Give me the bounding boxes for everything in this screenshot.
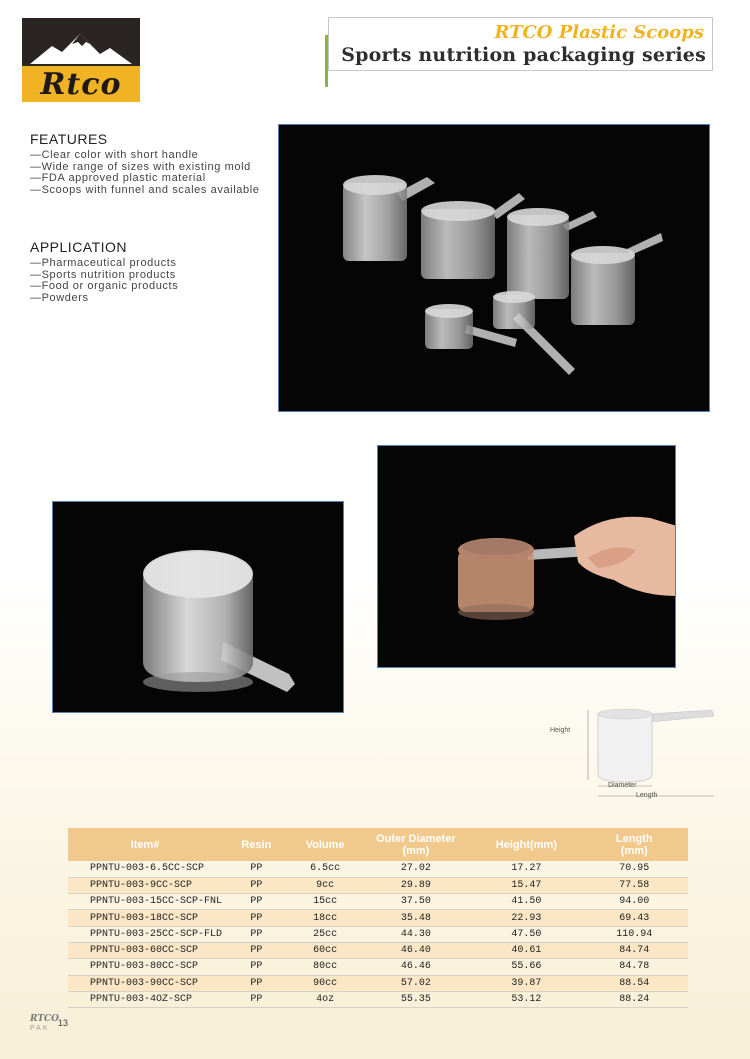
cell-length: 77.58: [581, 877, 689, 893]
table-row: [68, 942, 688, 958]
cell-outer-diameter: 55.35: [360, 991, 473, 1007]
application-item: —Pharmaceutical products: [30, 257, 177, 269]
col-volume: Volume: [291, 828, 360, 861]
col-length: [581, 828, 689, 861]
cell-height: 17.27: [472, 861, 580, 877]
scoop-dimension-illustration: [548, 700, 718, 805]
col-item: Item#: [68, 828, 222, 861]
col-length-label: Length: [615, 832, 653, 845]
scoop-assortment-illustration: [279, 125, 710, 412]
cell-length: 84.78: [581, 959, 689, 975]
cell-resin: PP: [222, 910, 291, 926]
cell-volume: 15cc: [291, 894, 360, 910]
cell-height: 39.87: [472, 975, 580, 991]
cell-length: 88.54: [581, 975, 689, 991]
scoop-closeup-photo: [52, 501, 344, 713]
table-row: [68, 991, 688, 1007]
scoop-assortment-photo: [278, 124, 710, 412]
cell-item: PPNTU-003-90CC-SCP: [68, 975, 222, 991]
cell-resin: PP: [222, 894, 291, 910]
application-heading: APPLICATION: [30, 239, 128, 255]
cell-resin: PP: [222, 861, 291, 877]
cell-outer-diameter: 29.89: [360, 877, 473, 893]
application-item: —Sports nutrition products: [30, 268, 176, 281]
footer-pak: PAK: [30, 1025, 50, 1032]
cell-resin: PP: [222, 975, 291, 991]
table-row: [68, 877, 688, 893]
cell-length: 69.43: [581, 910, 689, 926]
scoop-in-hand-photo: [377, 445, 676, 668]
cell-item: PPNTU-003-15CC-SCP-FNL: [68, 894, 222, 910]
logo-text: Rtco: [40, 67, 122, 102]
cell-item: PPNTU-003-80CC-SCP: [68, 959, 222, 975]
cell-height: 47.50: [472, 926, 580, 942]
table-row: [68, 926, 688, 942]
cell-volume: 4oz: [291, 991, 360, 1007]
cell-length: 84.74: [581, 942, 689, 958]
scoop-closeup-illustration: [53, 502, 344, 713]
footer-brand: RTCO: [30, 1014, 60, 1024]
table-row: [68, 861, 688, 877]
cell-outer-diameter: 46.40: [360, 942, 473, 958]
footer: [30, 1014, 69, 1033]
feature-item: —FDA approved plastic material: [30, 172, 206, 184]
cell-height: 22.93: [472, 910, 580, 926]
table-row: [68, 910, 688, 926]
height-label: Height: [550, 727, 571, 734]
cell-height: 53.12: [472, 991, 580, 1007]
cell-outer-diameter: 27.02: [360, 861, 473, 877]
cell-resin: PP: [222, 926, 291, 942]
cell-volume: 9cc: [291, 877, 360, 893]
header-title: RTCO Plastic Scoops: [494, 22, 704, 43]
col-length-unit: (mm): [620, 844, 648, 857]
cell-item: PPNTU-003-6.5CC-SCP: [68, 861, 222, 877]
table-row: [68, 894, 688, 910]
rtco-logo: [22, 18, 140, 102]
features-list: [30, 150, 259, 196]
mountain-logo-icon: [22, 28, 140, 68]
cell-item: PPNTU-003-9CC-SCP: [68, 877, 222, 893]
cell-resin: PP: [222, 991, 291, 1007]
features-section: [30, 131, 259, 196]
header-subtitle: Sports nutrition packaging series: [341, 44, 706, 66]
cell-outer-diameter: 37.50: [360, 894, 473, 910]
cell-volume: 25cc: [291, 926, 360, 942]
header-accent-stripe: [325, 35, 328, 87]
cell-length: 94.00: [581, 894, 689, 910]
cell-outer-diameter: 57.02: [360, 975, 473, 991]
cell-resin: PP: [222, 959, 291, 975]
diameter-label: Diameter: [608, 782, 637, 789]
cell-outer-diameter: 35.48: [360, 910, 473, 926]
cell-outer-diameter: 44.30: [360, 926, 473, 942]
table-header-row: [68, 828, 688, 861]
cell-item: PPNTU-003-4OZ-SCP: [68, 991, 222, 1007]
cell-height: 41.50: [472, 894, 580, 910]
feature-item: —Clear color with short handle: [30, 149, 199, 161]
cell-volume: 18cc: [291, 910, 360, 926]
col-outer-diameter-unit: (mm): [402, 844, 430, 857]
table-row: [68, 959, 688, 975]
col-height: Height(mm): [472, 828, 580, 861]
dimension-diagram: [548, 700, 718, 805]
scoop-in-hand-illustration: [378, 446, 676, 668]
length-label: Length: [636, 792, 658, 799]
col-outer-diameter-label: Outer Diameter: [376, 832, 456, 845]
page-number: 13: [58, 1018, 69, 1028]
cell-volume: 80cc: [291, 959, 360, 975]
col-resin: Resin: [222, 828, 291, 861]
specs-table: [68, 828, 688, 1008]
feature-item: —Scoops with funnel and scales available: [30, 183, 260, 196]
cell-volume: 60cc: [291, 942, 360, 958]
table-row: [68, 975, 688, 991]
cell-volume: 90cc: [291, 975, 360, 991]
header-box: [328, 17, 713, 71]
cell-outer-diameter: 46.46: [360, 959, 473, 975]
feature-item: —Wide range of sizes with existing mold: [30, 160, 251, 173]
cell-resin: PP: [222, 942, 291, 958]
cell-length: 70.95: [581, 861, 689, 877]
cell-resin: PP: [222, 877, 291, 893]
col-outer-diameter: [360, 828, 473, 861]
cell-item: PPNTU-003-18CC-SCP: [68, 910, 222, 926]
cell-length: 110.94: [581, 926, 689, 942]
cell-height: 55.66: [472, 959, 580, 975]
cell-volume: 6.5cc: [291, 861, 360, 877]
application-section: [30, 239, 178, 304]
application-item: —Powders: [30, 291, 89, 304]
cell-length: 88.24: [581, 991, 689, 1007]
cell-height: 40.61: [472, 942, 580, 958]
application-item: —Food or organic products: [30, 280, 179, 292]
features-heading: FEATURES: [30, 131, 108, 147]
application-list: [30, 258, 178, 304]
cell-item: PPNTU-003-25CC-SCP-FLD: [68, 926, 222, 942]
cell-height: 15.47: [472, 877, 580, 893]
cell-item: PPNTU-003-60CC-SCP: [68, 942, 222, 958]
